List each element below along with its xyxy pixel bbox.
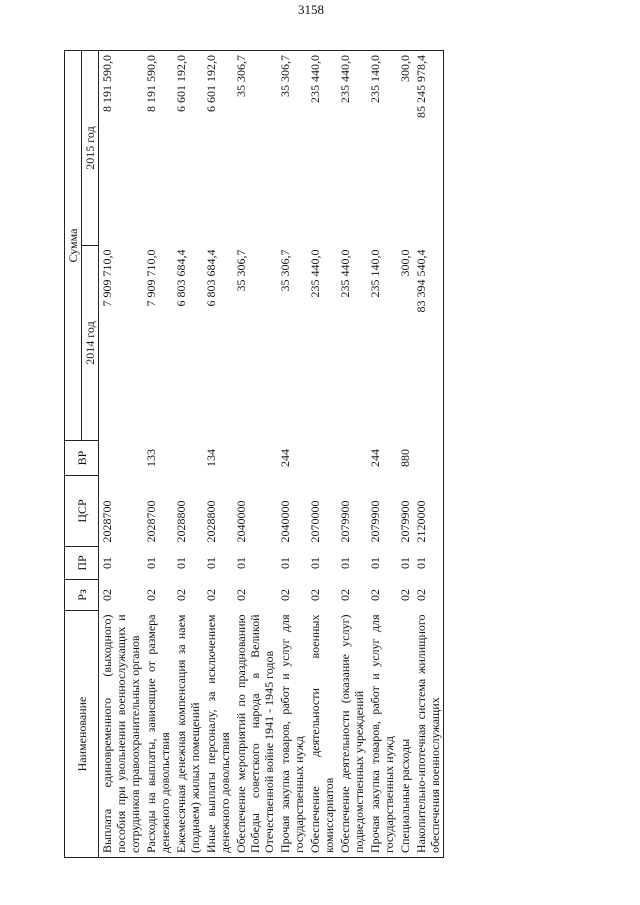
row-2014: 6 803 684,4 [174, 249, 188, 307]
row-vr: 880 [398, 449, 412, 467]
row-name: Выплата единовременного (выходного) пособия при увольнении военнослужащих и сотрудников правоохранительных органов [99, 611, 144, 858]
row-csr: 2040000 [234, 500, 248, 543]
table-row [173, 51, 203, 858]
row-name: Ежемесячная денежная компенсация за наем (поднаем) жилых помещений [173, 611, 203, 858]
row-2015: 300,0 [397, 51, 413, 246]
row-vr [413, 441, 444, 476]
row-name: Прочая закупка товаров, работ и услуг для государственных нужд [367, 611, 397, 858]
row-2014: 35 306,7 [234, 249, 248, 292]
header-vr: ВР [65, 441, 99, 476]
row-2014: 83 394 540,4 [413, 246, 444, 441]
row-pr: 01 [368, 557, 382, 569]
row-2014: 6 803 684,4 [204, 249, 218, 307]
table-body [99, 51, 444, 858]
row-pr: 01 [398, 557, 412, 569]
row-name: Обеспечение деятельности (оказание услуг) подведомственных учреждений [337, 611, 367, 858]
table-row [233, 51, 277, 858]
row-2014: 7 909 710,0 [144, 249, 158, 307]
row-csr: 2028800 [174, 500, 188, 543]
row-2014: 235 440,0 [338, 249, 352, 298]
row-2014: 35 306,7 [278, 249, 292, 292]
row-csr: 2028800 [204, 500, 218, 543]
row-rz: 02 [100, 589, 114, 601]
row-pr: 01 [204, 557, 218, 569]
table-row [99, 51, 144, 858]
row-2015: 85 245 978,4 [413, 51, 444, 246]
header-sum: Сумма [65, 51, 82, 441]
row-pr: 01 [100, 557, 114, 569]
row-2015: 235 440,0 [307, 51, 337, 246]
row-name: Обеспечение мероприятий по празднованию Победы советского народа в Великой Отечественной войне 1941 - 1945 годов [233, 611, 277, 858]
table-row [307, 51, 337, 858]
row-vr [337, 441, 367, 476]
row-vr [99, 441, 144, 476]
table-row [367, 51, 397, 858]
row-name: Обеспечение деятельности военных комиссариатов [307, 611, 337, 858]
row-csr: 2079900 [398, 500, 412, 543]
row-vr: 134 [204, 449, 218, 467]
row-name: Накопительно-ипотечная система жилищного обеспечения военнослужащих [413, 611, 444, 858]
row-rz: 02 [368, 589, 382, 601]
header-rz: Рз [65, 580, 99, 611]
row-vr: 244 [278, 449, 292, 467]
row-pr: 01 [413, 547, 444, 580]
row-2014: 235 440,0 [308, 249, 322, 298]
row-vr [173, 441, 203, 476]
row-csr: 2040000 [278, 500, 292, 543]
row-rz: 02 [144, 589, 158, 601]
row-name: Прочая закупка товаров, работ и услуг для государственных нужд [277, 611, 307, 858]
row-vr: 244 [368, 449, 382, 467]
header-2015: 2015 год [82, 51, 99, 246]
row-2015: 6 601 192,0 [173, 51, 203, 246]
row-pr: 01 [144, 557, 158, 569]
row-csr: 2028700 [100, 500, 114, 543]
row-2015: 8 191 590,0 [143, 51, 173, 246]
row-csr: 2028700 [144, 500, 158, 543]
table-row [397, 51, 413, 858]
row-2015: 8 191 590,0 [99, 51, 144, 246]
header-pr: ПР [65, 547, 99, 580]
table-row [337, 51, 367, 858]
row-rz: 02 [174, 589, 188, 601]
budget-table [64, 50, 444, 858]
row-2015: 235 140,0 [367, 51, 397, 246]
page-number: 3158 [298, 2, 324, 17]
row-pr: 01 [308, 557, 322, 569]
row-vr [307, 441, 337, 476]
row-rz: 02 [308, 589, 322, 601]
row-2014: 300,0 [398, 249, 412, 277]
rotated-table-container [64, 50, 595, 858]
row-name: Иные выплаты персоналу, за исключением денежного довольствия [203, 611, 233, 858]
row-vr: 133 [144, 449, 158, 467]
header-2014: 2014 год [82, 246, 99, 441]
row-csr: 2079900 [338, 500, 352, 543]
row-rz: 02 [413, 580, 444, 611]
row-name: Расходы на выплаты, зависящие от размера денежного довольствия [143, 611, 173, 858]
row-rz: 02 [338, 589, 352, 601]
row-2014: 7 909 710,0 [100, 249, 114, 307]
table-row [203, 51, 233, 858]
row-pr: 01 [234, 557, 248, 569]
table-row [413, 51, 444, 858]
row-rz: 02 [278, 589, 292, 601]
header-csr: ЦСР [65, 476, 99, 547]
row-rz: 02 [234, 589, 248, 601]
row-csr: 2070000 [308, 500, 322, 543]
row-2015: 6 601 192,0 [203, 51, 233, 246]
header-name: Наименование [65, 611, 99, 858]
row-rz: 02 [398, 589, 412, 601]
table-row [277, 51, 307, 858]
row-csr: 2079900 [368, 500, 382, 543]
row-pr: 01 [174, 557, 188, 569]
row-name: Специальные расходы [397, 611, 413, 858]
row-2014: 235 140,0 [368, 249, 382, 298]
table-row [143, 51, 173, 858]
row-vr [233, 441, 277, 476]
row-2015: 35 306,7 [277, 51, 307, 246]
row-2015: 235 440,0 [337, 51, 367, 246]
row-pr: 01 [338, 557, 352, 569]
row-csr: 2120000 [413, 476, 444, 547]
row-rz: 02 [204, 589, 218, 601]
row-pr: 01 [278, 557, 292, 569]
row-2015: 35 306,7 [233, 51, 277, 246]
